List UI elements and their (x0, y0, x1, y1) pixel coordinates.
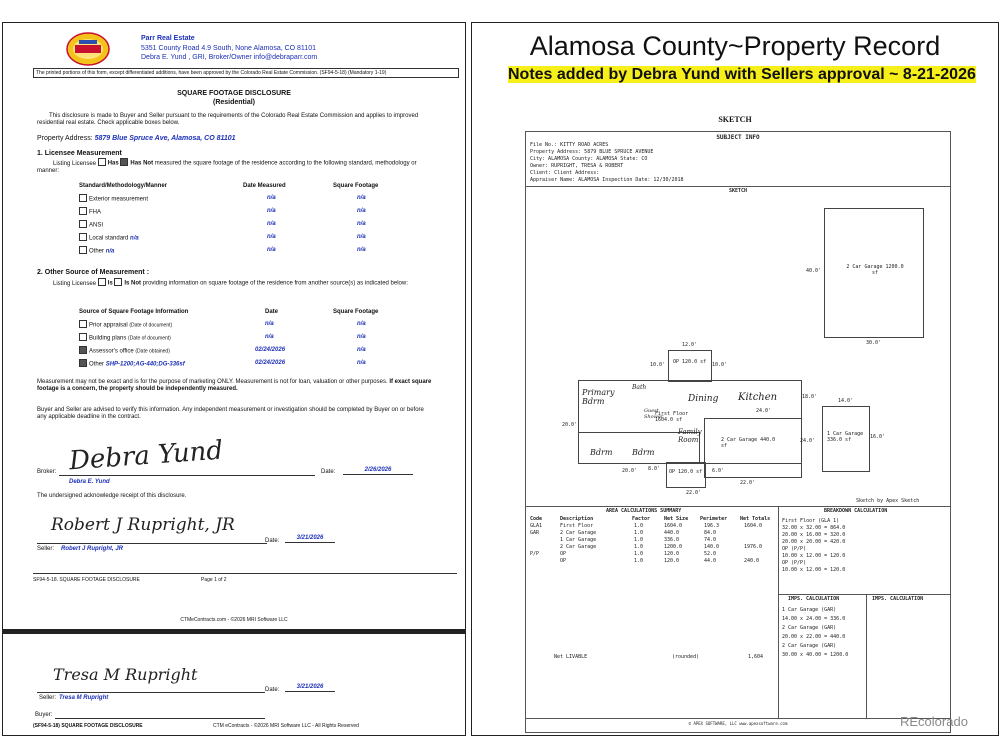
area-cell: GLA1 (530, 523, 543, 529)
footer-page: Page 1 of 2 (201, 577, 227, 583)
s2-row-note: SHP-1200;AG-440;DG-336sf (105, 361, 185, 368)
breakdown-line: First Floor (GLA 1) (782, 518, 840, 524)
s2-row-sqft: n/a (357, 360, 366, 366)
s1-row-extra: n/a (105, 248, 115, 255)
s1-row-checkbox[interactable] (79, 233, 87, 241)
sketch-sheet (525, 131, 951, 733)
imps-lines (782, 606, 864, 660)
sketch-by: Sketch by Apex Sketch (856, 498, 920, 504)
sheet-footer: © APEX SOFTWARE, LLC www.apexsoftware.com (688, 721, 788, 726)
area-cell: OP (560, 558, 567, 564)
dim-label: 22.0' (740, 480, 756, 486)
area-cell: 120.0 (664, 558, 680, 564)
s2-row-sqft: n/a (357, 334, 366, 340)
imps-header: IMPS. CALCULATION (788, 596, 840, 602)
breakdown-lines (782, 518, 946, 574)
footer-rule (33, 573, 457, 574)
imps-line: 2 Car Garage (GAR) (782, 643, 837, 649)
is-not-label: Is Not (124, 280, 142, 287)
s1-row-checkbox[interactable] (79, 246, 87, 254)
broker-date-label: Date: (321, 469, 336, 475)
s2-row-label: Assessor's office (89, 348, 134, 355)
s2-col-sqft: Square Footage (333, 309, 379, 315)
garage-1car-room (822, 406, 870, 472)
disclaimer-text: Measurement may not be exact and is for the purpose of marketing ONLY. Measurement is not for loan, valuation or other purposes. (37, 379, 388, 385)
imps-line: 14.00 x 24.00 = 336.0 (782, 616, 846, 622)
table-row (530, 537, 776, 544)
dim-label: 30.0' (866, 340, 882, 346)
approval-note-wrap (508, 65, 992, 91)
hand-note: Dining (688, 394, 719, 404)
property-label: Property Address: (37, 135, 93, 142)
info-line: Property Address: 5879 BLUE SPRUCE AVENUE (530, 149, 654, 155)
breakdown-line: 20.00 x 20.00 = 420.0 (782, 539, 846, 545)
s1-row-date: n/a (267, 247, 276, 253)
area-cell: 2 Car Garage (560, 544, 597, 550)
seller1-label: Seller: (37, 546, 55, 552)
area-cell: 1.0 (634, 523, 644, 529)
broker-line (59, 475, 315, 476)
area-header: AREA CALCULATIONS SUMMARY (606, 508, 682, 514)
table-row (79, 360, 419, 373)
broker-label: Broker: (37, 469, 57, 475)
section2-heading: 2. Other Source of Measurement : (37, 269, 150, 276)
area-cell: 1.0 (634, 530, 644, 536)
s1-row-label: ANSI (89, 222, 104, 229)
disclaimer-bold: If exact square footage is a concern, the property should be independently measured. (37, 379, 432, 392)
disclaimer-paragraph (37, 379, 432, 393)
hand-note: Family Room (678, 428, 702, 444)
table-row (530, 530, 776, 537)
room-label: First Floor 1604.0 sf (655, 411, 689, 423)
room-label: 2 Car Garage 1200.0 sf (846, 264, 904, 276)
company-name: Parr Real Estate (141, 35, 195, 42)
s1-row-sqft: n/a (357, 247, 366, 253)
has-not-label: Has Not (130, 160, 154, 167)
area-cell: P/P (530, 551, 540, 557)
garage-4car-room (824, 208, 924, 338)
verify-paragraph: Buyer and Seller are advised to verify this information. Any independent measurement or investigation should be completed by Buyer on or before any applicable deadline in the contract. (37, 407, 424, 420)
area-cell: 74.0 (704, 537, 717, 543)
area-cell: 140.0 (704, 544, 720, 550)
subject-info-header: SUBJECT INFO (716, 134, 760, 141)
area-cell: 1200.0 (664, 544, 683, 550)
hand-note: Kitchen (738, 392, 778, 403)
op-top-room (668, 350, 712, 382)
imps-col-divider (866, 594, 867, 718)
dim-label: 12.0' (682, 342, 698, 348)
dim-label: 20.0' (622, 468, 638, 474)
footer2-copyright: CTM eContracts - ©2026 MRI Software LLC - All Rights Reserved (213, 723, 359, 729)
table-row (79, 334, 419, 347)
seller1-date-label: Date: (265, 538, 280, 544)
s2-row-date: 02/24/2026 (255, 360, 286, 366)
s2-row-label: Prior appraisal (89, 322, 128, 329)
s2-row-sqft: n/a (357, 321, 366, 327)
area-cell: 1604.0 (744, 523, 763, 529)
dim-label: 16.0' (870, 434, 886, 440)
table-row (79, 208, 409, 221)
s1-row-date: n/a (267, 221, 276, 227)
seller2-line (37, 692, 265, 693)
dim-label: 24.0' (756, 408, 772, 414)
dim-label: 14.0' (838, 398, 854, 404)
sketch-label: SKETCH (728, 188, 748, 194)
breakdown-line: 10.00 x 12.00 = 120.0 (782, 553, 846, 559)
page-separator (3, 629, 465, 634)
info-line: City: ALAMOSA County: ALAMOSA State: CO (530, 156, 648, 162)
s1-row-extra: n/a (130, 235, 139, 242)
dim-label: 10.0' (712, 362, 728, 368)
area-cell: GAR (530, 530, 540, 536)
s1-row-sqft: n/a (357, 221, 366, 227)
s1-row-checkbox[interactable] (79, 207, 87, 215)
seller2-signature: Tresa M Rupright (53, 665, 198, 684)
net-livable-value: 1,604 (748, 654, 764, 660)
s1-row-sqft: n/a (357, 208, 366, 214)
area-col: Net Size (664, 516, 689, 522)
table-row (530, 523, 776, 530)
record-title: Alamosa County~Property Record (529, 31, 941, 61)
breakdown-line: 10.00 x 12.00 = 120.0 (782, 567, 846, 573)
s2-row-date: n/a (265, 321, 274, 327)
subject-info-lines (530, 142, 940, 184)
area-cell: 44.0 (704, 558, 717, 564)
area-cell: 196.3 (704, 523, 720, 529)
s1-row-date: n/a (267, 195, 276, 201)
s2-table (79, 321, 419, 373)
area-cell: 120.0 (664, 551, 680, 557)
buyer-label: Buyer: (35, 712, 53, 718)
room-label: OP 120.0 sf (673, 359, 707, 365)
company-contact: Debra E. Yund , GRI, Broker/Owner info@debraparr.com (141, 54, 318, 61)
s2-col-source: Source of Square Footage Information (79, 309, 189, 315)
hand-note: Bdrm (632, 448, 655, 457)
s2-row-checkbox[interactable] (79, 333, 87, 341)
dim-label: 20.0' (562, 422, 578, 428)
ack-text: The undersigned acknowledge receipt of this disclosure. (37, 493, 187, 499)
net-livable-rounded: (rounded) (672, 654, 700, 660)
s1-row-label: Other (89, 248, 105, 255)
is-checkbox[interactable] (98, 278, 106, 286)
s2-row-label: Other (89, 361, 105, 368)
net-livable-label: Net LIVABLE (554, 654, 588, 660)
table-row (79, 321, 419, 334)
table-row (530, 551, 776, 558)
form-title: SQUARE FOOTAGE DISCLOSURE (177, 90, 291, 97)
info-divider (526, 186, 950, 187)
s2-row-checkbox[interactable] (79, 320, 87, 328)
seller2-date: 3/21/2026 (285, 684, 335, 692)
area-col: Factor (632, 516, 651, 522)
area-cell: 1604.0 (664, 523, 683, 529)
s1-text-b: measured the square footage of the residence according to the following standard, methodology or manner: (37, 160, 417, 174)
s2-row-note: (Date of document) (128, 335, 171, 342)
area-cell: 336.0 (664, 537, 680, 543)
property-address (37, 135, 236, 143)
is-not-checkbox[interactable] (114, 278, 122, 286)
imps-divider (778, 594, 950, 595)
seller1-line (37, 543, 267, 544)
area-col: Description (560, 516, 594, 522)
s1-table (79, 195, 409, 260)
area-cell: 1.0 (634, 551, 644, 557)
area-cell: 84.0 (704, 530, 717, 536)
area-cell: 440.0 (664, 530, 680, 536)
hand-note: Bath (632, 384, 647, 391)
footer-copyright: CTMeContracts.com - ©2026 MRI Software LLC (180, 617, 288, 623)
area-table (530, 516, 776, 565)
area-cell: 2 Car Garage (560, 530, 597, 536)
s2-row-checkbox[interactable] (79, 346, 87, 354)
area-col: Net Totals (740, 516, 771, 522)
form-subtitle: (Residential) (212, 99, 255, 106)
s1-row-date: n/a (267, 234, 276, 240)
s1-row-label: Exterior measurement (89, 196, 149, 203)
imps-line: 2 Car Garage (GAR) (782, 625, 837, 631)
imps-line: 1 Car Garage (GAR) (782, 607, 837, 613)
s1-row-checkbox[interactable] (79, 220, 87, 228)
dim-label: 22.0' (686, 490, 702, 496)
table-row (79, 221, 409, 234)
dim-label: 10.0' (650, 362, 666, 368)
has-checkbox[interactable] (98, 158, 106, 166)
breakdown-line: 32.00 x 32.00 = 864.0 (782, 525, 846, 531)
section2-text (37, 279, 432, 288)
buyer-line (55, 718, 265, 719)
seller2-label: Seller: (39, 695, 57, 701)
table-row (530, 558, 776, 565)
s1-col-sqft: Square Footage (333, 183, 379, 189)
imps-line: 20.00 x 22.00 = 440.0 (782, 634, 846, 640)
s1-row-date: n/a (267, 208, 276, 214)
section1-text (37, 159, 427, 175)
seller1-name: Robert J Rupright, JR (61, 546, 124, 552)
s2-row-date: n/a (265, 334, 274, 340)
area-cell: 52.0 (704, 551, 717, 557)
s2-row-sqft: n/a (357, 347, 366, 353)
breakdown-header: BREAKDOWN CALCULATION (824, 508, 888, 514)
s2-col-date: Date (265, 309, 279, 315)
sheet-footer-rule (526, 718, 950, 719)
table-row (79, 195, 409, 208)
broker-name: Debra E. Yund (69, 479, 110, 485)
dim-label: 24.0' (800, 438, 816, 444)
area-cell: 1.0 (634, 558, 644, 564)
info-line: File No.: KITTY ROAD ACRES (530, 142, 609, 148)
s1-row-label: Local standard (89, 235, 129, 242)
s2-row-note: (Date of document) (129, 322, 173, 329)
section1-heading: 1. Licensee Measurement (37, 150, 122, 157)
hand-note: Primary Bdrm (582, 388, 615, 406)
s1-row-sqft: n/a (357, 195, 366, 201)
table-row (79, 347, 419, 360)
is-label: Is (107, 280, 113, 287)
dim-label: 6.0' (712, 468, 725, 474)
area-cell: 240.0 (744, 558, 760, 564)
area-cell: 1.0 (634, 544, 644, 550)
info-line: Owner: RUPRIGHT, TRESA & ROBERT (530, 163, 624, 169)
dim-label: 40.0' (806, 268, 822, 274)
table-row (530, 516, 776, 523)
area-divider (526, 506, 950, 507)
s1-listing: Listing Licensee (53, 160, 97, 167)
footer2-form: (SF94-5-18) SQUARE FOOTAGE DISCLOSURE (33, 723, 143, 729)
table-row (530, 544, 776, 551)
s1-col-standard: Standard/Methodology/Manner (79, 183, 168, 189)
s2-row-label: Building plans (89, 335, 127, 342)
s1-row-label: FHA (89, 209, 101, 216)
area-cell: 1 Car Garage (560, 537, 597, 543)
area-col: Perimeter (700, 516, 728, 522)
table-row (79, 247, 409, 260)
seller2-name: Tresa M Rupright (59, 695, 109, 701)
s2-row-checkbox[interactable] (79, 359, 87, 367)
op-bottom-room (666, 462, 706, 488)
s2-row-date: 02/24/2026 (255, 347, 286, 353)
approval-note: Notes added by Debra Yund with Sellers approval ~ 8-21-2026 (508, 66, 976, 83)
hand-note: Bdrm (590, 448, 613, 457)
breakdown-line: OP (P/P) (782, 546, 807, 552)
has-not-checkbox[interactable] (120, 158, 128, 166)
imps-line: 30.00 x 40.00 = 1200.0 (782, 652, 849, 658)
s2-row-note: (Date obtained) (135, 348, 170, 355)
info-line: Client: Client Address: (530, 170, 600, 176)
printed-notice: The printed portions of this form, except differentiated additions, have been approved by the Colorado Real Estate Commission. (SF94-5-18) (Mandatory 1-19) (33, 68, 459, 78)
room-label: 2 Car Garage 440.0 sf (721, 437, 776, 449)
broker-signature: Debra Yund (68, 435, 224, 477)
s2-text-b: providing information on square footage of the residence from another source(s) as indicated below: (142, 280, 408, 287)
property-value: 5879 Blue Spruce Ave, Alamosa, CO 81101 (94, 135, 236, 142)
s2-listing: Listing Licensee (53, 280, 97, 287)
s1-row-sqft: n/a (357, 234, 366, 240)
room-label: 1 Car Garage 336.0 sf (827, 431, 864, 443)
parr-logo-icon (65, 31, 111, 67)
breakdown-line: OP (P/P) (782, 560, 807, 566)
room-label: OP 120.0 sf (669, 469, 703, 475)
has-label: Has (107, 160, 119, 167)
seller1-date: 3/21/2026 (285, 535, 335, 543)
imps2-header: IMPS. CALCULATION (872, 596, 924, 602)
footer-form: SF94-5-18. SQUARE FOOTAGE DISCLOSURE (33, 577, 140, 583)
s1-row-checkbox[interactable] (79, 194, 87, 202)
broker-date: 2/26/2026 (343, 467, 413, 475)
s1-col-date: Date Measured (243, 183, 286, 189)
table-row (79, 234, 409, 247)
recolorado-watermark: REcolorado (900, 714, 968, 729)
intro-text: This disclosure is made to Buyer and Seller pursuant to the requirements of the Colorado Real Estate Commission and applies to improved residential real estate. Check applicable boxes below. (37, 113, 419, 126)
info-line: Appraiser Name: ALAMOSA Inspection Date: 12/30/2018 (530, 177, 684, 183)
seller2-date-label: Date: (265, 687, 280, 693)
property-record-doc (471, 22, 999, 736)
area-cell: 1.0 (634, 537, 644, 543)
breakdown-line: 20.00 x 16.00 = 320.0 (782, 532, 846, 538)
sketch-header: SKETCH (718, 115, 752, 124)
company-address: 5351 County Road 4.9 South, None Alamosa, CO 81101 (141, 45, 316, 52)
area-cell: 1976.0 (744, 544, 763, 550)
col-divider (778, 506, 779, 718)
seller1-signature: Robert J Rupright, JR (51, 515, 235, 535)
area-cell: First Floor (560, 523, 594, 529)
dim-label: 18.0' (802, 394, 818, 400)
hand-note: Guest Shower (644, 408, 664, 420)
area-cell: OP (560, 551, 567, 557)
dim-label: 8.0' (648, 466, 661, 472)
square-footage-disclosure-doc (2, 22, 466, 736)
area-col: Code (530, 516, 543, 522)
